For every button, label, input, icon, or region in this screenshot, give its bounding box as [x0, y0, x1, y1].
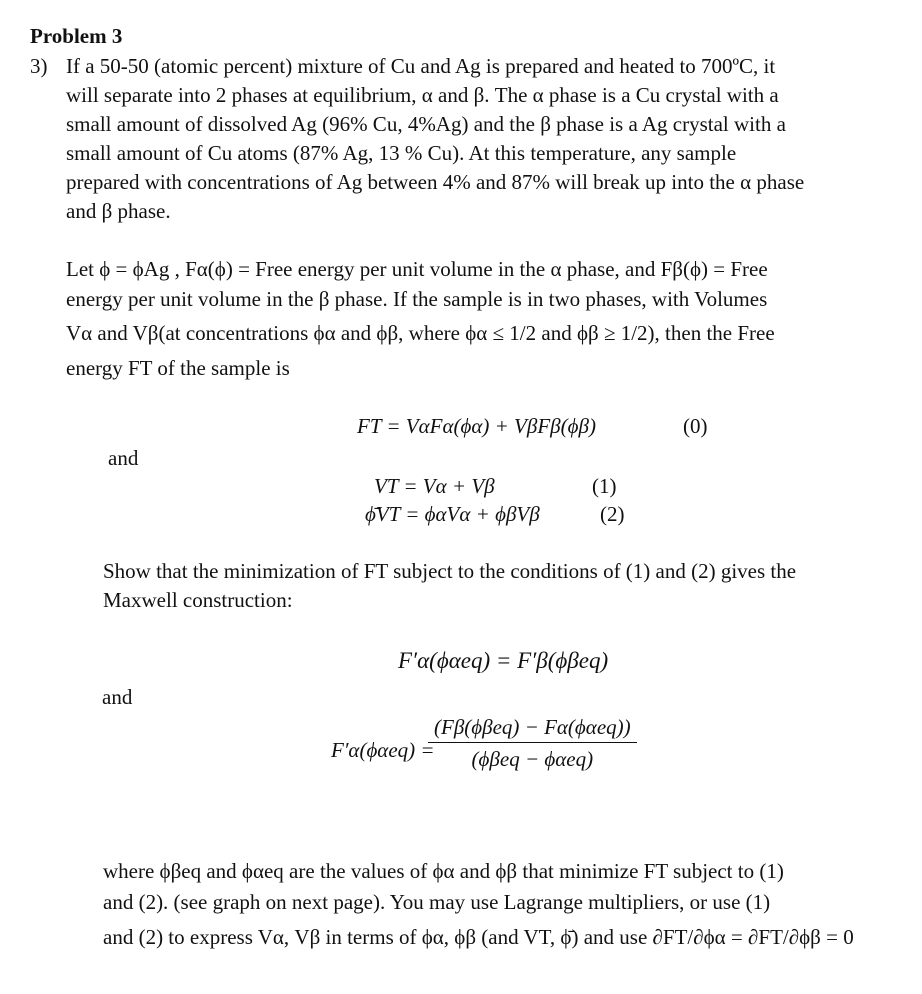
text-line: Maxwell construction:	[103, 588, 293, 612]
text-line: and (2). (see graph on next page). You may use Lagrange multipliers, or use (1)	[103, 890, 771, 914]
item-number: 3)	[30, 54, 48, 78]
maxwell-equation-2-fraction	[428, 715, 637, 772]
text-line: and β phase.	[66, 199, 171, 223]
text-line: Show that the minimization of FT subject to the conditions of (1) and (2) gives the	[103, 559, 797, 583]
text-line: where ϕβeq and ϕαeq are the values of ϕα and ϕβ that minimize FT subject to (1)	[103, 859, 784, 883]
text-line: energy FT of the sample is	[66, 356, 290, 380]
text-line: will separate into 2 phases at equilibrium, α and β. The α phase is a Cu crystal with a	[66, 83, 779, 107]
text-line: If a 50-50 (atomic percent) mixture of Cu and Ag is prepared and heated to 700ºC, it	[66, 54, 776, 78]
problem-title: Problem 3	[30, 24, 123, 48]
maxwell-equation-2-lhs: F′α(ϕαeq) =	[331, 738, 435, 762]
fraction-numerator: (Fβ(ϕβeq) − Fα(ϕαeq))	[428, 715, 637, 743]
text-line: and (2) to express Vα, Vβ in terms of ϕα, ϕβ (and VT, ϕ̄) and use ∂FT/∂ϕα = ∂FT/∂ϕβ = 0	[103, 925, 854, 949]
text-line: small amount of Cu atoms (87% Ag, 13 % Cu). At this temperature, any sample	[66, 141, 737, 165]
and-text: and	[102, 685, 133, 709]
equation-0: FT = VαFα(ϕα) + VβFβ(ϕβ)	[357, 414, 596, 438]
maxwell-equation-1: F′α(ϕαeq) = F′β(ϕβeq)	[398, 648, 609, 673]
text-line: energy per unit volume in the β phase. If the sample is in two phases, with Volumes	[66, 287, 768, 311]
fraction-denominator: (ϕβeq − ϕαeq)	[471, 747, 594, 771]
text-line: Let ϕ = ϕAg , Fα(ϕ) = Free energy per unit volume in the α phase, and Fβ(ϕ) = Free	[66, 257, 768, 281]
equation-1: VT = Vα + Vβ	[374, 474, 495, 498]
equation-0-label: (0)	[683, 414, 708, 438]
and-text: and	[108, 446, 139, 470]
equation-2: ϕ̄VT = ϕαVα + ϕβVβ	[365, 502, 540, 526]
text-line: small amount of dissolved Ag (96% Cu, 4%Ag) and the β phase is a Ag crystal with a	[66, 112, 786, 136]
text-line: prepared with concentrations of Ag between 4% and 87% will break up into the α phase	[66, 170, 805, 194]
equation-2-label: (2)	[600, 502, 625, 526]
text-line: Vα and Vβ(at concentrations ϕα and ϕβ, where ϕα ≤ 1/2 and ϕβ ≥ 1/2), then the Free	[66, 321, 775, 345]
equation-1-label: (1)	[592, 474, 617, 498]
